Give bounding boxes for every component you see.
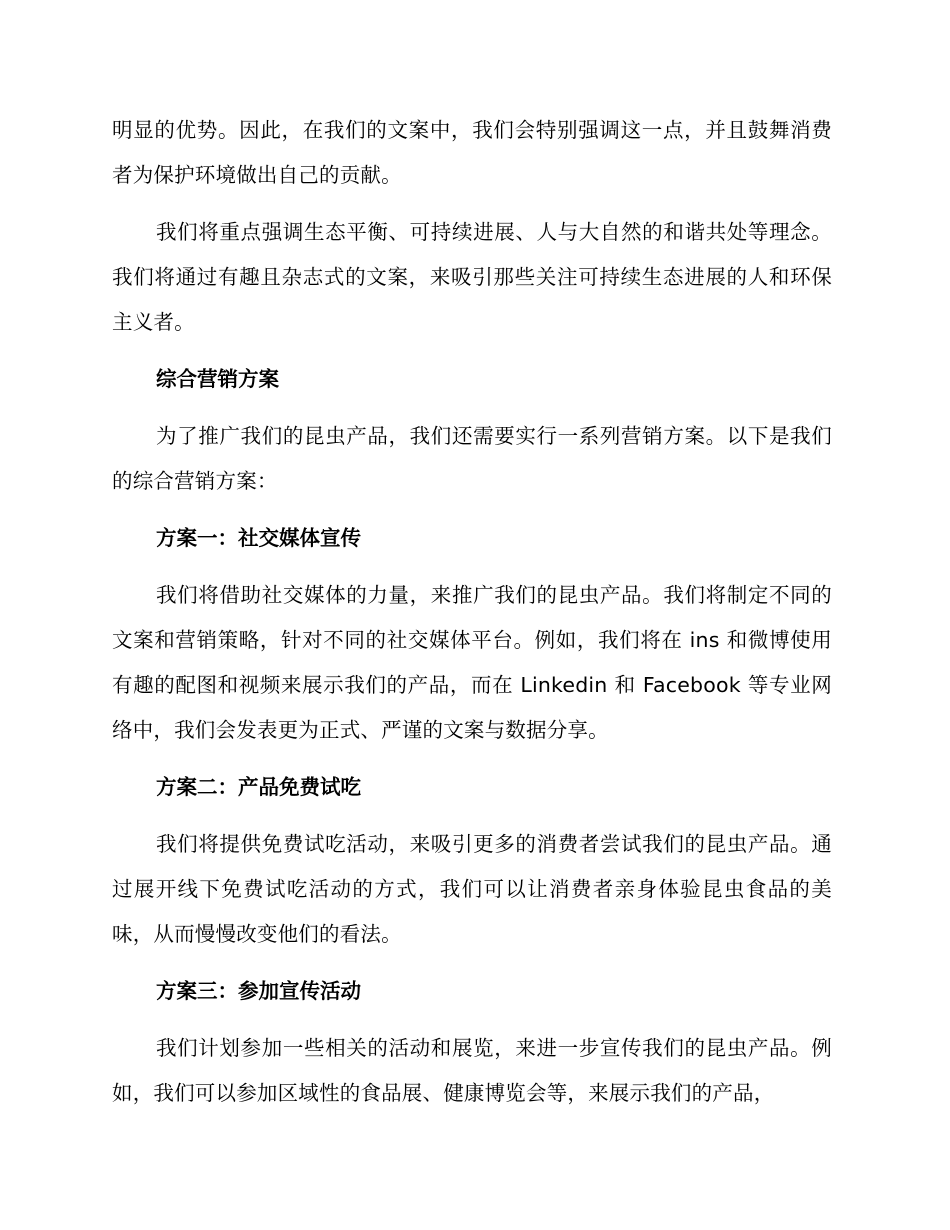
paragraph-promotional-events: 我们计划参加一些相关的活动和展览，来进一步宣传我们的昆虫产品。例如，我们可以参加区域性的食品展、健康博览会等，来展示我们的产品， — [112, 1036, 832, 1105]
paragraph-environment-advantage: 明显的优势。因此，在我们的文案中，我们会特别强调这一点，并且鼓舞消费者为保护环境做出自己的贡献。 — [112, 118, 832, 187]
paragraph-free-tasting: 我们将提供免费试吃活动，来吸引更多的消费者尝试我们的昆虫产品。通过展开线下免费试吃活动的方式，我们可以让消费者亲身体验昆虫食品的美味，从而慢慢改变他们的看法。 — [112, 832, 832, 946]
document-body — [112, 108, 832, 1128]
heading-plan-three: 方案三：参加宣传活动 — [156, 979, 361, 1003]
paragraph-social-media: 我们将借助社交媒体的力量，来推广我们的昆虫产品。我们将制定不同的文案和营销策略，针对不同的社交媒体平台。例如，我们将在 ins 和微博使用有趣的配图和视频来展示我们的产品，而在 Linkedin 和 Facebook 等专业网络中，我们会发表更为正式、严谨的文案与数据分享。 — [112, 583, 832, 742]
heading-integrated-marketing: 综合营销方案 — [156, 367, 279, 391]
paragraph-ecology-concepts: 我们将重点强调生态平衡、可持续进展、人与大自然的和谐共处等理念。我们将通过有趣且杂志式的文案，来吸引那些关注可持续生态进展的人和环保主义者。 — [112, 220, 832, 334]
heading-plan-one: 方案一：社交媒体宣传 — [156, 526, 361, 550]
paragraph-marketing-intro: 为了推广我们的昆虫产品，我们还需要实行一系列营销方案。以下是我们的综合营销方案： — [112, 424, 832, 493]
heading-plan-two: 方案二：产品免费试吃 — [156, 775, 361, 799]
